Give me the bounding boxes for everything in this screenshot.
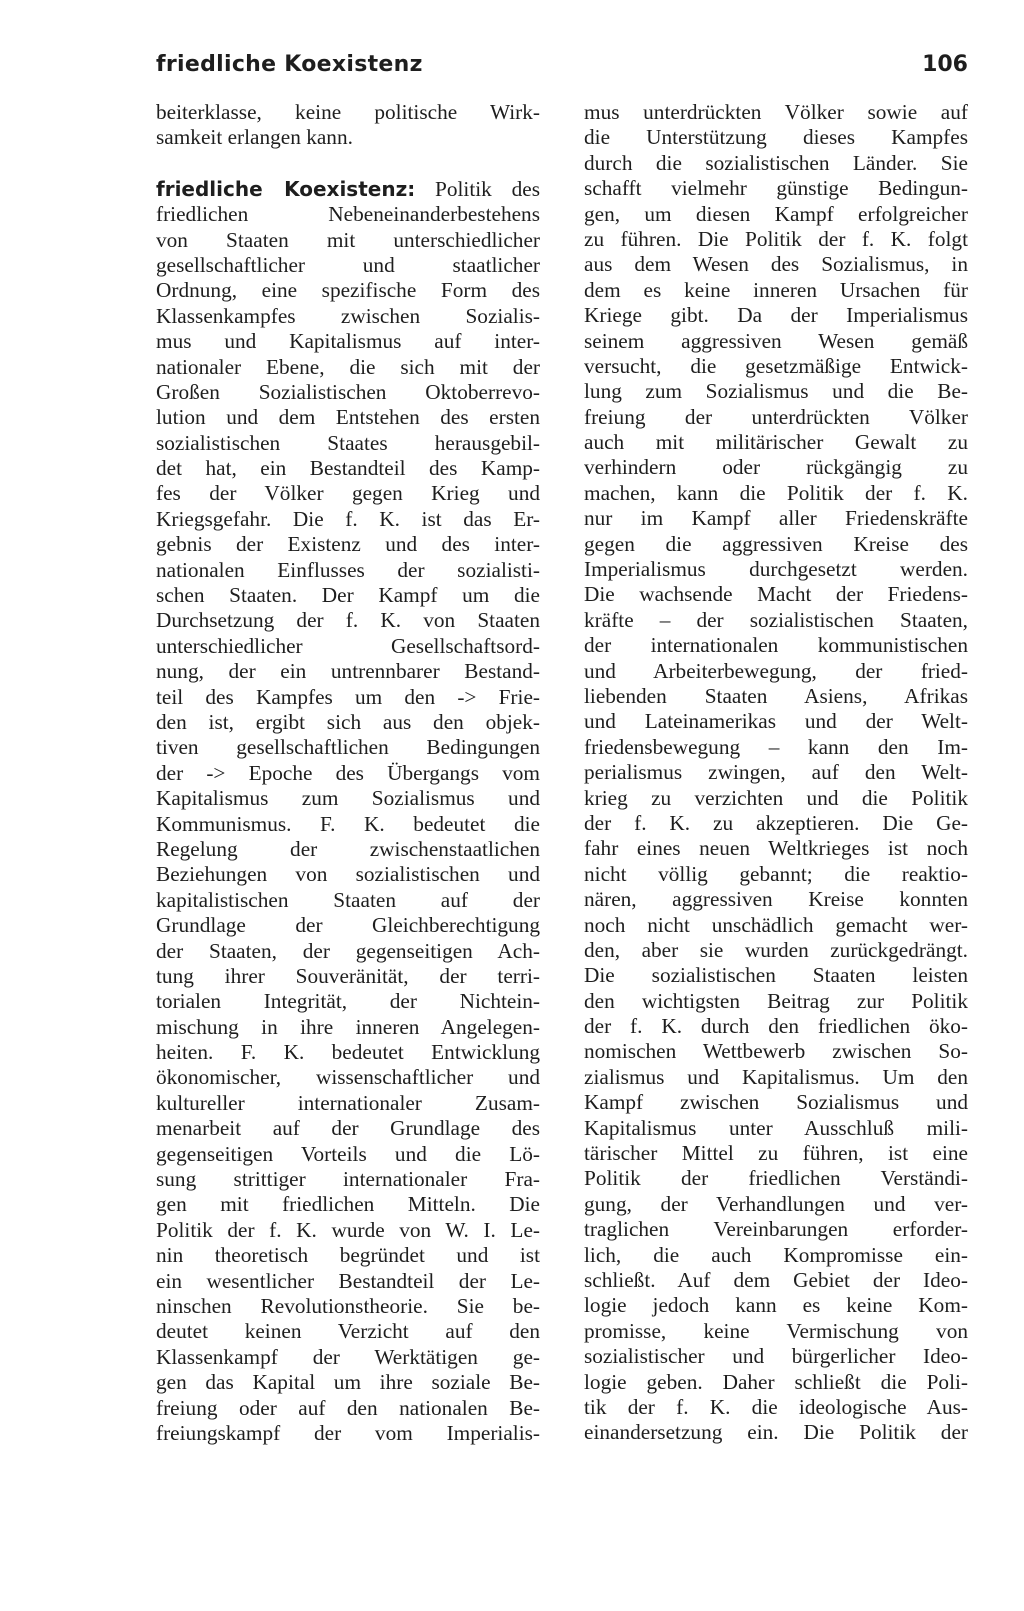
text-line: tiven gesellschaftlichen Bedingungen [156, 735, 540, 760]
text-line: der f. K. durch den friedlichen öko- [584, 1014, 968, 1039]
text-line: gen das Kapital um ihre soziale Be- [156, 1370, 540, 1395]
text-line: ein wesentlicher Bestandteil der Le- [156, 1268, 540, 1293]
text-line: unterschiedlicher Gesellschaftsord- [156, 633, 540, 658]
text-line: samkeit erlangen kann. [156, 125, 353, 150]
text-line: fes der Völker gegen Krieg und [156, 481, 540, 506]
text-line: torialen Integrität, der Nichtein- [156, 989, 540, 1014]
text-line: Politik der friedlichen Verständi- [584, 1166, 968, 1191]
text-line: logie jedoch kann es keine Kom- [584, 1293, 968, 1318]
text-line: menarbeit auf der Grundlage des [156, 1116, 540, 1141]
text-line: Beziehungen von sozialistischen und [156, 862, 540, 887]
text-line: sozialistischen Staates herausgebil- [156, 430, 540, 455]
text-line: der f. K. zu akzeptieren. Die Ge- [584, 810, 968, 835]
text-line: sozialistischer und bürgerlicher Ideo- [584, 1344, 968, 1369]
text-line: heiten. F. K. bedeutet Entwicklung [156, 1040, 540, 1065]
text-line: seinem aggressiven Wesen gemäß [584, 328, 968, 353]
text-line: und Lateinamerikas und der Welt- [584, 709, 968, 734]
text-line: dem es keine inneren Ursachen für [584, 277, 968, 302]
text-line: Durchsetzung der f. K. von Staaten [156, 608, 540, 633]
text-line: und Arbeiterbewegung, der fried- [584, 658, 968, 683]
left-column [156, 100, 540, 1446]
text-line: lich, die auch Kompromisse ein- [584, 1242, 968, 1267]
right-column-lines [584, 100, 968, 1446]
text-line: friedensbewegung – kann den Im- [584, 734, 968, 759]
page-number: 106 [922, 52, 968, 77]
text-line: der -> Epoche des Übergangs vom [156, 760, 540, 785]
text-line: ökonomischer, wissenschaftlicher und [156, 1065, 540, 1090]
text-line: krieg zu verzichten und die Politik [584, 785, 968, 810]
text-line: tärischer Mittel zu führen, ist eine [584, 1141, 968, 1166]
text-line: Kapitalismus zum Sozialismus und [156, 786, 540, 811]
text-line: durch die sozialistischen Länder. Sie [584, 150, 968, 175]
text-line: friedlichen Nebeneinanderbestehens [156, 202, 540, 227]
text-line: noch nicht unschädlich gemacht wer- [584, 912, 968, 937]
text-line: nationalen Einflusses der sozialisti- [156, 557, 540, 582]
entry-first-line [156, 177, 540, 202]
text-line: kultureller internationaler Zusam- [156, 1090, 540, 1115]
text-line: freiung oder auf den nationalen Be- [156, 1395, 540, 1420]
text-line: traglichen Vereinbarungen erforder- [584, 1217, 968, 1242]
text-line: von Staaten mit unterschiedlicher [156, 227, 540, 252]
text-line: mischung in ihre inneren Angelegen- [156, 1014, 540, 1039]
text-line: schen Staaten. Der Kampf um die [156, 583, 540, 608]
text-line: der Staaten, der gegenseitigen Ach- [156, 938, 540, 963]
text-line: versucht, die gesetzmäßige Entwick- [584, 353, 968, 378]
text-line: Imperialismus durchgesetzt werden. [584, 557, 968, 582]
text-line: teil des Kampfes um den -> Frie- [156, 684, 540, 709]
text-line: fahr eines neuen Weltkrieges ist noch [584, 836, 968, 861]
text-line: den wichtigsten Beitrag zur Politik [584, 988, 968, 1013]
text-line: nären, aggressiven Kreise konnten [584, 887, 968, 912]
entry-headword: friedliche Koexistenz: [156, 176, 416, 201]
text-line: nur im Kampf aller Friedenskräfte [584, 506, 968, 531]
text-line: perialismus zwingen, auf den Welt- [584, 760, 968, 785]
text-line: aus dem Wesen des Sozialismus, in [584, 252, 968, 277]
text-line: lution und dem Entstehen des ersten [156, 405, 540, 430]
text-line: gen mit friedlichen Mitteln. Die [156, 1192, 540, 1217]
text-line: der internationalen kommunistischen [584, 633, 968, 658]
running-title: friedliche Koexistenz [156, 52, 423, 77]
text-line: nomischen Wettbewerb zwischen So- [584, 1039, 968, 1064]
text-line: tik der f. K. die ideologische Aus- [584, 1394, 968, 1419]
left-column-lines [156, 202, 540, 1446]
text-line: nin theoretisch begründet und ist [156, 1243, 540, 1268]
text-line: verhindern oder rückgängig zu [584, 455, 968, 480]
text-line: mus und Kapitalismus auf inter- [156, 329, 540, 354]
text-line: Ordnung, eine spezifische Form des [156, 278, 540, 303]
text-line: det hat, ein Bestandteil des Kamp- [156, 456, 540, 481]
text-line: freiung der unterdrückten Völker [584, 404, 968, 429]
text-line: Grundlage der Gleichberechtigung [156, 913, 540, 938]
text-line: Kommunismus. F. K. bedeutet die [156, 811, 540, 836]
text-line: Kapitalismus unter Ausschluß mili- [584, 1115, 968, 1140]
text-line: Die wachsende Macht der Friedens- [584, 582, 968, 607]
text-line: Klassenkampf der Werktätigen ge- [156, 1344, 540, 1369]
text-line: schließt. Auf dem Gebiet der Ideo- [584, 1267, 968, 1292]
text-line: freiungskampf der vom Imperialis- [156, 1420, 540, 1445]
text-line: mus unterdrückten Völker sowie auf [584, 100, 968, 124]
text-line: deutet keinen Verzicht auf den [156, 1319, 540, 1344]
text-line: kapitalistischen Staaten auf der [156, 887, 540, 912]
text-line: einandersetzung ein. Die Politik der [584, 1420, 968, 1445]
text-line: gen, um diesen Kampf erfolgreicher [584, 201, 968, 226]
text-line: tung ihrer Souveränität, der terri- [156, 963, 540, 988]
text-line: gegen die aggressiven Kreise des [584, 531, 968, 556]
text-line: zialismus und Kapitalismus. Um den [584, 1064, 968, 1089]
text-line: Kriegsgefahr. Die f. K. ist das Er- [156, 506, 540, 531]
text-line: Klassenkampfes zwischen Sozialis- [156, 303, 540, 328]
text-line: Die sozialistischen Staaten leisten [584, 963, 968, 988]
text-line: gebnis der Existenz und des inter- [156, 532, 540, 557]
text-line: zu führen. Die Politik der f. K. folgt [584, 226, 968, 251]
entry-first-line-text: Politik des [435, 176, 541, 201]
text-line: die Unterstützung dieses Kampfes [584, 125, 968, 150]
text-line: Kampf zwischen Sozialismus und [584, 1090, 968, 1115]
text-line: promisse, keine Vermischung von [584, 1318, 968, 1343]
text-line: auch mit militärischer Gewalt zu [584, 430, 968, 455]
right-column [584, 100, 968, 1446]
text-line: kräfte – der sozialistischen Staaten, [584, 607, 968, 632]
text-line: ninschen Revolutionstheorie. Sie be- [156, 1293, 540, 1318]
text-line: beiterklasse, keine politische Wirk- [156, 100, 540, 124]
text-line: Regelung der zwischenstaatlichen [156, 836, 540, 861]
text-line: nung, der ein untrennbarer Bestand- [156, 659, 540, 684]
text-line: Großen Sozialistischen Oktoberrevo- [156, 379, 540, 404]
text-line: schafft vielmehr günstige Bedingun- [584, 176, 968, 201]
text-line: machen, kann die Politik der f. K. [584, 480, 968, 505]
text-line: Politik der f. K. wurde von W. I. Le- [156, 1217, 540, 1242]
text-line: logie geben. Daher schließt die Poli- [584, 1369, 968, 1394]
text-line: gesellschaftlicher und staatlicher [156, 252, 540, 277]
text-line: lung zum Sozialismus und die Be- [584, 379, 968, 404]
text-line: sung strittiger internationaler Fra- [156, 1167, 540, 1192]
text-line: Kriege gibt. Da der Imperialismus [584, 303, 968, 328]
text-line: den, aber sie wurden zurückgedrängt. [584, 937, 968, 962]
text-line: liebenden Staaten Asiens, Afrikas [584, 683, 968, 708]
text-line: gegenseitigen Vorteils und die Lö- [156, 1141, 540, 1166]
text-line: gung, der Verhandlungen und ver- [584, 1191, 968, 1216]
text-line: nicht völlig gebannt; die reaktio- [584, 861, 968, 886]
text-line: den ist, ergibt sich aus den objek- [156, 709, 540, 734]
text-line: nationaler Ebene, die sich mit der [156, 354, 540, 379]
